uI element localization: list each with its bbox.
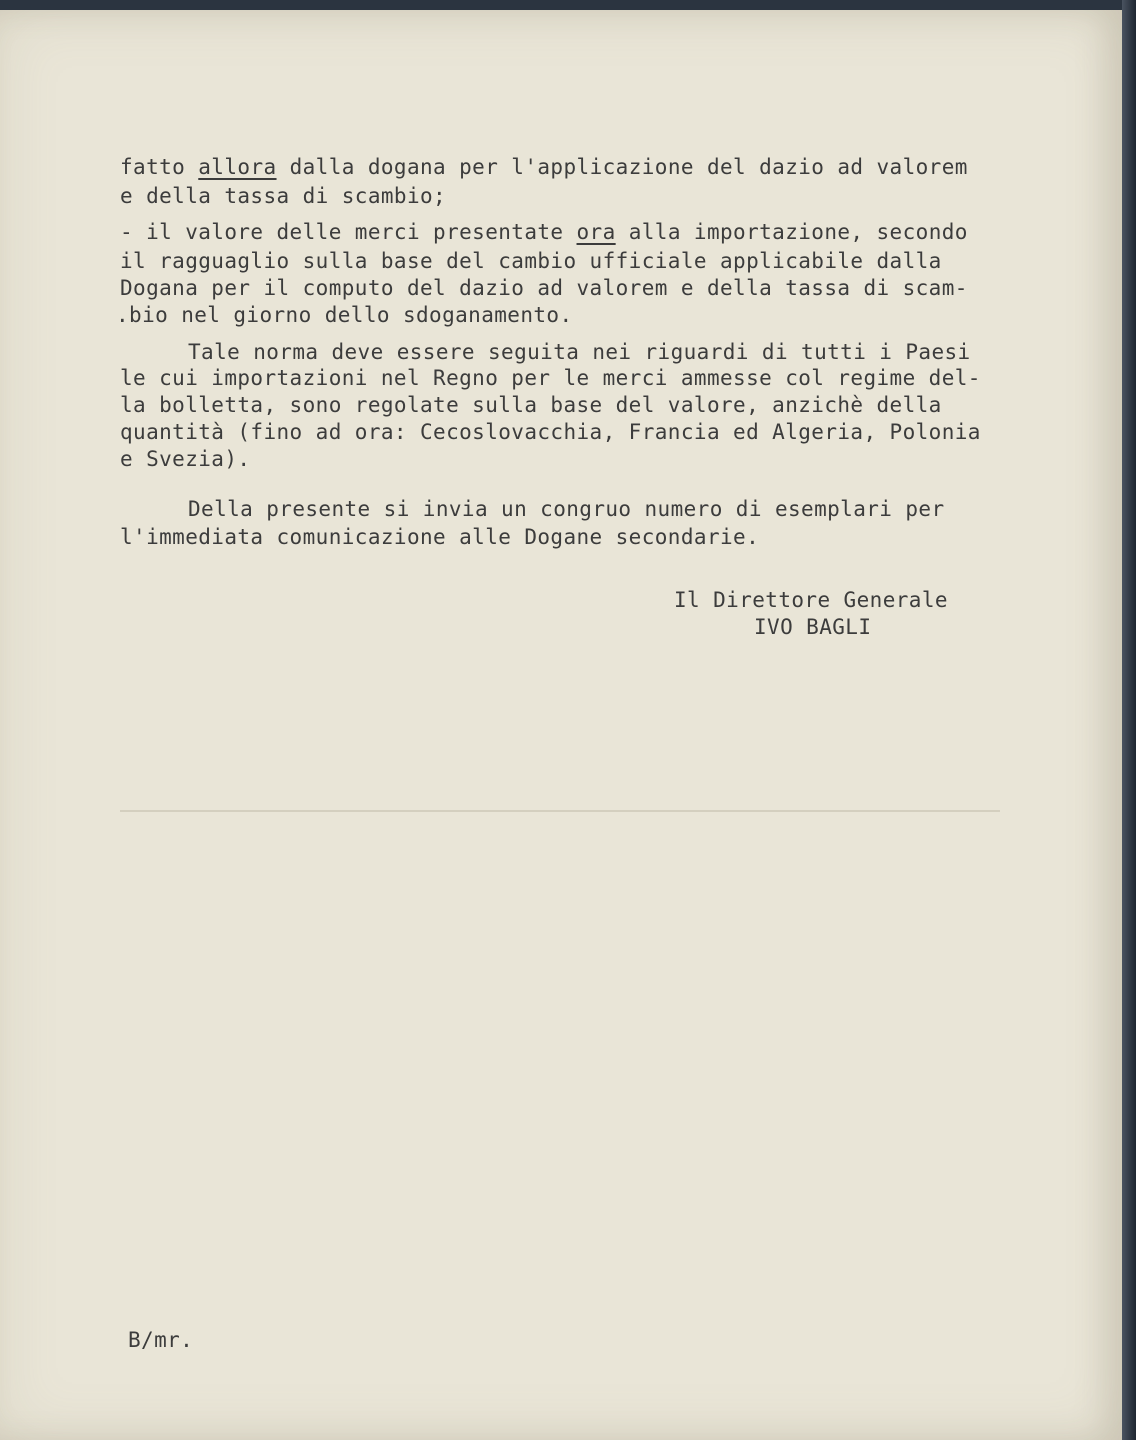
- p2-line-3: Dogana per il computo del dazio ad valorem e della tassa di scam-: [120, 276, 968, 300]
- p3-line-1: Tale norma deve essere seguita nei riguardi di tutti i Paesi: [188, 340, 971, 364]
- p3-line-5: e Svezia).: [120, 447, 251, 471]
- p4-line-2: l'immediata comunicazione alle Dogane secondarie.: [120, 525, 760, 549]
- underlined-allora: allora: [198, 155, 277, 179]
- p4-line-1: Della presente si invia un congruo numero di esemplari per: [188, 497, 945, 521]
- document-page: [0, 10, 1122, 1440]
- bleed-through-rule: [120, 810, 1000, 812]
- p1-line-1: fatto allora dalla dogana per l'applicazione del dazio ad valorem: [120, 155, 968, 179]
- p2-line-1: - il valore delle merci presentate ora alla importazione, secondo: [120, 220, 968, 244]
- p2-line-4: .bio nel giorno dello sdoganamento.: [116, 303, 573, 327]
- p3-line-4: quantità (fino ad ora: Cecoslovacchia, Francia ed Algeria, Polonia: [120, 420, 981, 444]
- book-binding-edge: [1122, 0, 1136, 1440]
- p3-line-2: le cui importazioni nel Regno per le merci ammesse col regime del-: [120, 366, 981, 390]
- signature-name: IVO BAGLI: [754, 615, 872, 639]
- p1-line-2: e della tassa di scambio;: [120, 184, 447, 208]
- signature-title: Il Direttore Generale: [674, 588, 948, 612]
- p3-line-3: la bolletta, sono regolate sulla base del valore, anzichè della: [120, 393, 942, 417]
- typist-initials: B/mr.: [128, 1328, 194, 1352]
- p2-line-2: il ragguaglio sulla base del cambio ufficiale applicabile dalla: [120, 249, 942, 273]
- underlined-ora: ora: [576, 220, 616, 244]
